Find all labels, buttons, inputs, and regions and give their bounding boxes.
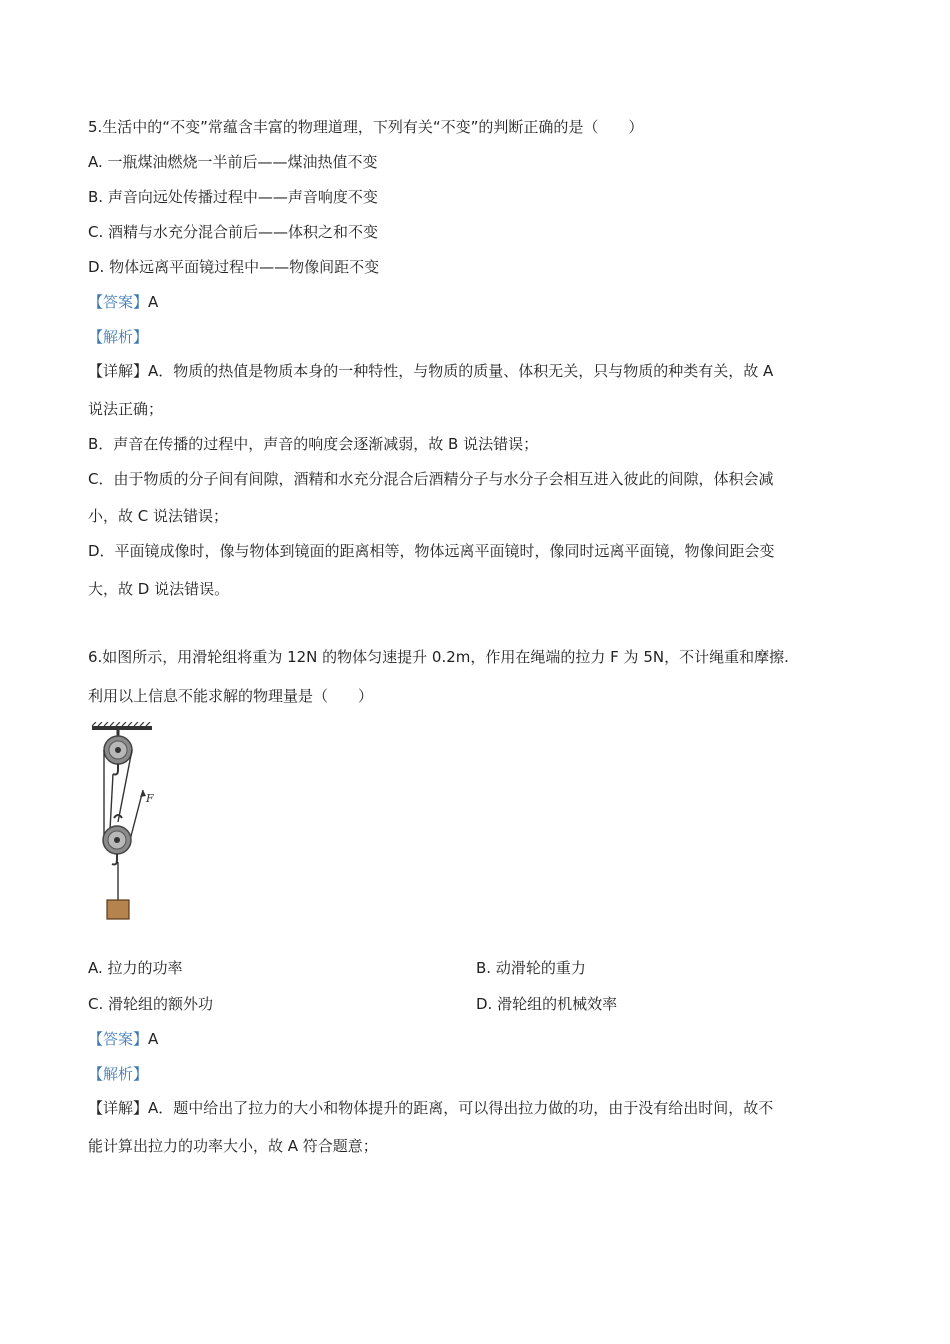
movable-pulley-hook: [112, 854, 117, 865]
q5-option-d: D. 物体远离平面镜过程中——物像间距不变: [88, 258, 380, 276]
q6-stem-line1: 6.如图所示，用滑轮组将重为 12N 的物体匀速提升 0.2m，作用在绳端的拉力 F 为 5N，不计绳重和摩擦.: [88, 648, 789, 666]
q5-detail-2: 说法正确；: [88, 400, 164, 418]
q6-option-d: D. 滑轮组的机械效率: [476, 995, 618, 1013]
q6-detail-1: [88, 1098, 773, 1118]
q5-analysis-tag: 【解析】: [88, 328, 149, 346]
q6-detail-text-1: A．题中给出了拉力的大小和物体提升的距离，可以得出拉力做的功，由于没有给出时间，故不: [148, 1099, 774, 1117]
q5-detail-1: [88, 361, 773, 381]
q5-detail-6: D．平面镜成像时，像与物体到镜面的距离相等，物体远离平面镜时，像同时远离平面镜，物像间距会变: [88, 542, 775, 560]
q6-analysis-tag: 【解析】: [88, 1065, 149, 1083]
q6-answer-value: A: [148, 1030, 159, 1048]
movable-pulley-axle: [114, 837, 120, 843]
q5-answer: [88, 292, 158, 312]
q5-detail-text-1: A．物质的热值是物质本身的一种特性，与物质的质量、体积无关，只与物质的种类有关，故 A: [148, 362, 774, 380]
q5-answer-tag: 【答案】: [88, 293, 149, 311]
q5-detail-tag: 【详解】: [88, 362, 149, 380]
force-label: F: [146, 792, 154, 805]
q6-answer-tag: 【答案】: [88, 1030, 149, 1048]
ceiling-hatch: [92, 722, 150, 726]
q6-option-c: C. 滑轮组的额外功: [88, 995, 214, 1013]
load-block: [107, 900, 129, 919]
q5-option-a: A. 一瓶煤油燃烧一半前后——煤油热值不变: [88, 153, 378, 171]
rope-pull: [130, 790, 143, 840]
q6-stem-line2: 利用以上信息不能求解的物理量是（ ）: [88, 687, 374, 705]
q6-answer: [88, 1029, 158, 1049]
q5-option-b: B. 声音向远处传播过程中——声音响度不变: [88, 188, 378, 206]
q5-answer-value: A: [148, 293, 159, 311]
q5-detail-5: 小，故 C 说法错误；: [88, 507, 229, 525]
q5-stem: 5.生活中的“不变”常蕴含丰富的物理道理，下列有关“不变”的判断正确的是（ ）: [88, 118, 644, 136]
q6-option-a: A. 拉力的功率: [88, 959, 183, 977]
ceiling-bar: [92, 726, 152, 730]
q6-detail-tag: 【详解】: [88, 1099, 149, 1117]
movable-pulley-hook-top: [114, 815, 122, 818]
q5-detail-7: 大，故 D 说法错误。: [88, 580, 230, 598]
q5-detail-4: C．由于物质的分子间有间隙，酒精和水充分混合后酒精分子与水分子会相互进入彼此的间隙，体积会减: [88, 470, 774, 488]
q5-detail-3: B．声音在传播的过程中，声音的响度会逐渐减弱，故 B 说法错误；: [88, 435, 539, 453]
q5-option-c: C. 酒精与水充分混合前后——体积之和不变: [88, 223, 379, 241]
rope-hook: [110, 774, 113, 830]
fixed-pulley-hook: [113, 764, 118, 775]
pulley-diagram: [88, 722, 178, 928]
fixed-pulley-axle: [115, 747, 121, 753]
q6-option-b: B. 动滑轮的重力: [476, 959, 586, 977]
q6-detail-2: 能计算出拉力的功率大小，故 A 符合题意；: [88, 1137, 378, 1155]
